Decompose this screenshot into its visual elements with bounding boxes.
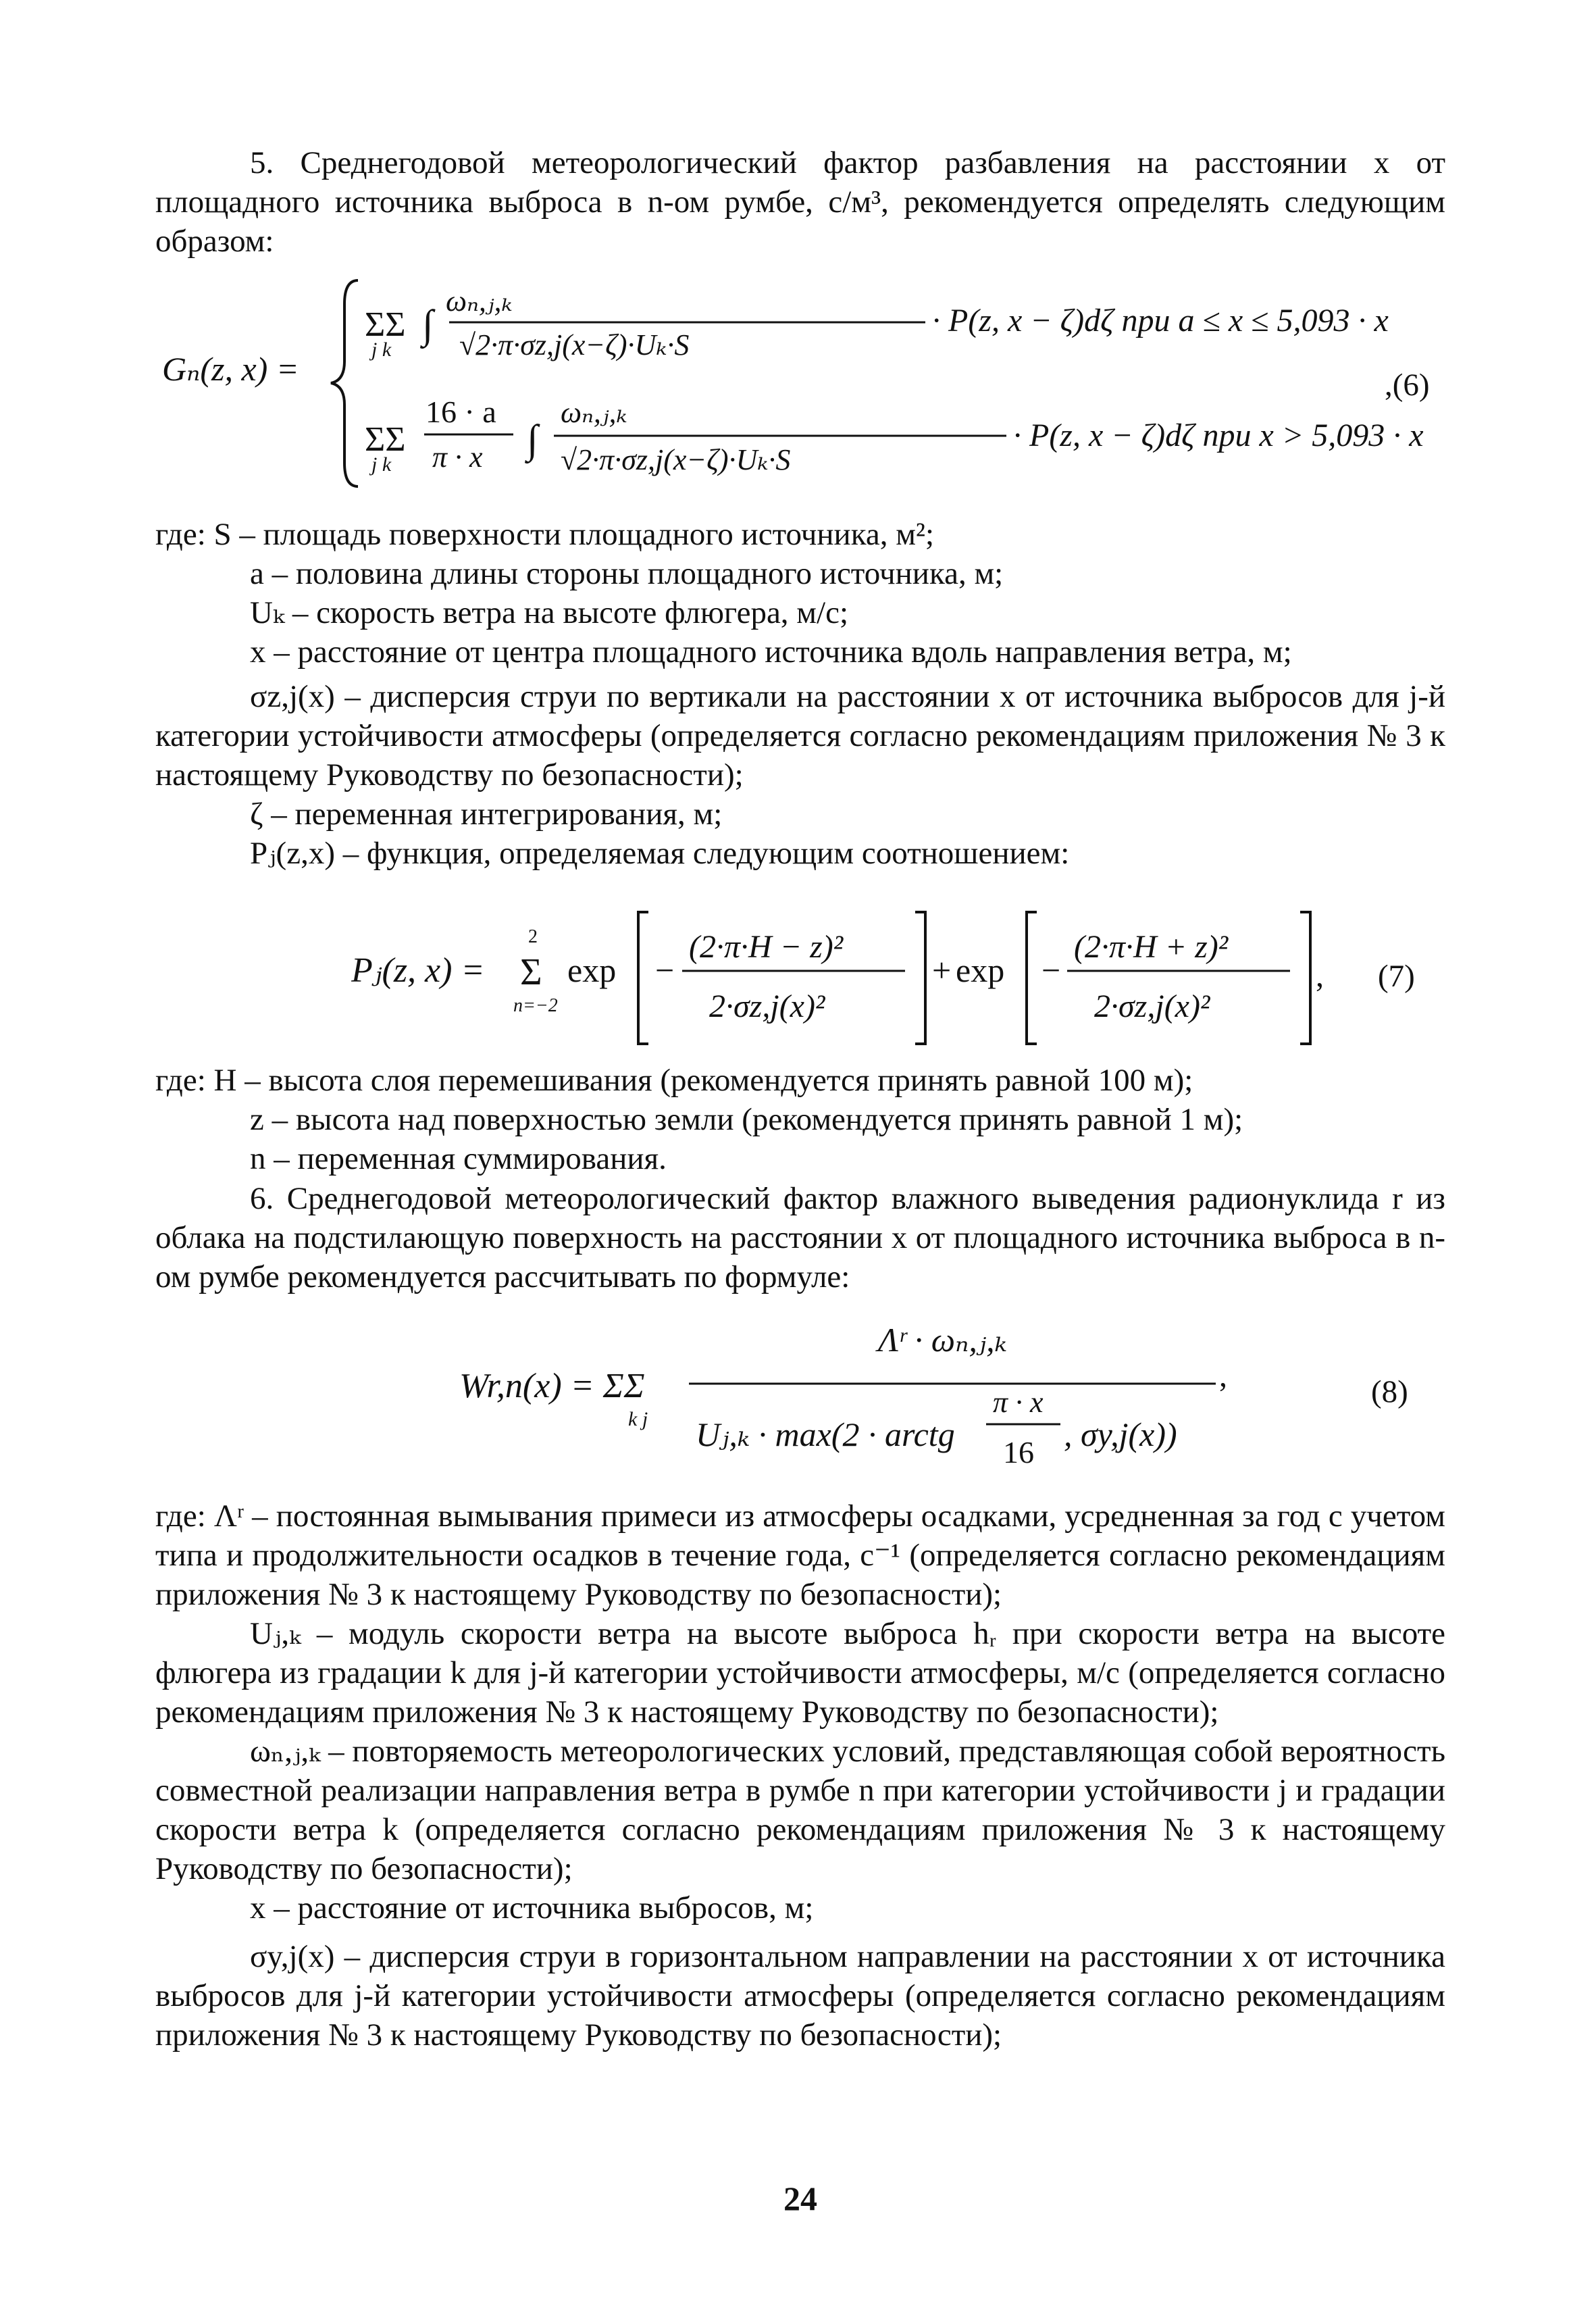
formula-6: [162, 267, 1445, 511]
formula-7-num2: (2·π·H + z)²: [1074, 929, 1229, 965]
legend-7-h: где: H – высота слоя перемешивания (рекомендуется принять равной 100 м);: [155, 1063, 1193, 1098]
legend-6-a: a – половина длины стороны площадного источника, м;: [250, 556, 1004, 591]
formula-6-case2-coef: 16 · a: [426, 395, 496, 429]
formula-7-den2: 2·σz,j(x)²: [1094, 988, 1210, 1024]
legend-7-n: n – переменная суммирования.: [250, 1141, 667, 1176]
formula-8-svg: [459, 1311, 1445, 1480]
formula-6-case2-num: ωₙ,ⱼ,ₖ: [561, 396, 627, 429]
legend-8-omega: ωₙ,ⱼ,ₖ – повторяемость метеорологических условий, представляющая собой вероятность совместной реализации направления ветра в румбе n при категории устойчивости j и градации скорости ветра k (определяется согласно рекомендациям приложения № 3 к настоящему Руководству по безопасности);: [155, 1734, 1445, 1886]
legend-8-x: x – расстояние от источника выбросов, м;: [250, 1890, 814, 1926]
legend-6-s: где: S – площадь поверхности площадного источника, м²;: [155, 517, 935, 552]
formula-6-case2-integral: ∫: [527, 417, 538, 461]
legend-8-ujk: Uⱼ,ₖ – модуль скорости ветра на высоте выброса hᵣ при скорости ветра на высоте флюгера из градации k для j-й категории устойчивости атмосферы, м/с (определяется согласно рекомендациям приложения № 3 к настоящему Руководству по безопасности);: [155, 1616, 1445, 1730]
formula-7-lhs: Pⱼ(z, x) =: [351, 951, 485, 990]
formula-6-svg: [162, 267, 1445, 503]
formula-7-minus2: −: [1041, 951, 1061, 989]
formula-7: [351, 902, 1445, 1065]
formula-7-bracket-l2: [1027, 912, 1037, 1044]
formula-8-lhs: Wr,n(x) = ΣΣ: [459, 1367, 645, 1405]
item-5-paragraph: 5. Среднегодовой метеорологический фактор разбавления на расстоянии x от площадного источника выброса в n-ом румбе, с/м³, рекомендуется определять следующим образом:: [155, 145, 1445, 259]
formula-6-case1-num: ωₙ,ⱼ,ₖ: [446, 284, 513, 318]
legend-8-sigma-y: σy,j(x) – дисперсия струи в горизонтальном направлении на расстоянии x от источника выбросов для j-й категории устойчивости атмосферы (определяется согласно рекомендациям приложения № 3 к настоящему Руководству по безопасности);: [155, 1939, 1445, 2053]
formula-7-number: (7): [1378, 959, 1415, 994]
legend-7: [155, 1061, 1445, 1178]
formula-7-comma: ,: [1316, 958, 1324, 994]
legend-6-zeta: ζ – переменная интегрирования, м;: [250, 797, 723, 832]
legend-8: [155, 1496, 1445, 2055]
legend-6-x: x – расстояние от центра площадного источника вдоль направления ветра, м;: [250, 634, 1292, 670]
legend-6-pj: Pⱼ(z,x) – функция, определяемая следующим соотношением:: [250, 836, 1070, 871]
item-6-paragraph: 6. Среднегодовой метеорологический фактор влажного выведения радионуклида r из облака на подстилающую поверхность на расстоянии x от площадного источника выброса в n-ом румбе рекомендуется рассчитывать по формуле:: [155, 1181, 1445, 1294]
legend-7-z: z – высота над поверхностью земли (рекомендуется принять равной 1 м);: [250, 1102, 1243, 1137]
formula-6-case1-integral: ∫: [422, 302, 434, 347]
formula-6-brace: [331, 280, 358, 486]
formula-8-indices: k j: [628, 1408, 648, 1430]
formula-7-plus: +: [932, 951, 952, 989]
formula-7-sum-bottom: n=−2: [513, 995, 558, 1016]
item-6-block: [155, 1179, 1445, 1297]
formula-6-case2-coef-den: π · x: [432, 441, 483, 474]
legend-6: [155, 515, 1445, 873]
formula-6-number: ,(6): [1385, 368, 1430, 403]
formula-6-case1-sums: ΣΣ: [365, 305, 406, 344]
item-5-block: [155, 143, 1445, 261]
formula-6-case1-den: √2·π·σz,j(x−ζ)·Uₖ·S: [459, 328, 690, 361]
formula-7-svg: [351, 902, 1445, 1057]
formula-7-bracket-r1: [915, 912, 925, 1044]
formula-7-sum-top: 2: [528, 926, 538, 947]
formula-6-case2-rhs: · P(z, x − ζ)dζ при x > 5,093 · x: [1013, 418, 1424, 453]
formula-8-den-frac-num: π · x: [993, 1386, 1044, 1419]
formula-6-case2-den: √2·π·σz,j(x−ζ)·Uₖ·S: [561, 443, 791, 476]
legend-6-sigma: σz,j(x) – дисперсия струи по вертикали на расстоянии x от источника выбросов для j-й категории устойчивости атмосферы (определяется согласно рекомендациям приложения № 3 к настоящему Руководству по безопасности);: [155, 679, 1445, 793]
formula-7-bracket-r2: [1300, 912, 1310, 1044]
formula-8-den-right: , σy,j(x)): [1064, 1415, 1177, 1453]
formula-7-minus1: −: [655, 951, 675, 989]
page-number: 24: [783, 2180, 817, 2217]
legend-8-lambda: где: Λʳ – постоянная вымывания примеси из атмосферы осадками, усредненная за год с учетом типа и продолжительности осадков в течение года, с⁻¹ (определяется согласно рекомендациям приложения № 3 к настоящему Руководству по безопасности);: [155, 1499, 1445, 1612]
formula-6-case1-indices: j k: [371, 338, 392, 361]
formula-8-den-frac-den: 16: [1003, 1435, 1034, 1469]
formula-7-bracket-l1: [638, 912, 648, 1044]
formula-8: [459, 1311, 1445, 1488]
formula-8-number: (8): [1371, 1374, 1408, 1409]
formula-8-den-left: Uⱼ,ₖ · max(2 · arctg: [696, 1415, 955, 1453]
formula-6-case2-sums: ΣΣ: [365, 420, 406, 459]
legend-6-uk: Uₖ – скорость ветра на высоте флюгера, м/с;: [250, 595, 849, 630]
formula-7-den1: 2·σz,j(x)²: [709, 988, 825, 1024]
formula-6-case2-indices: j k: [371, 453, 392, 476]
formula-8-num: Λʳ · ωₙ,ⱼ,ₖ: [878, 1321, 1007, 1359]
formula-6-lhs: Gₙ(z, x) =: [162, 350, 299, 388]
formula-7-num1: (2·π·H − z)²: [689, 929, 844, 965]
formula-7-exp2: exp: [956, 951, 1005, 989]
formula-7-exp1: exp: [567, 951, 617, 989]
formula-6-case1-rhs: · P(z, x − ζ)dζ при a ≤ x ≤ 5,093 · x: [932, 303, 1389, 338]
formula-8-comma: ,: [1219, 1358, 1227, 1394]
formula-7-sum-sign: Σ: [520, 951, 542, 993]
